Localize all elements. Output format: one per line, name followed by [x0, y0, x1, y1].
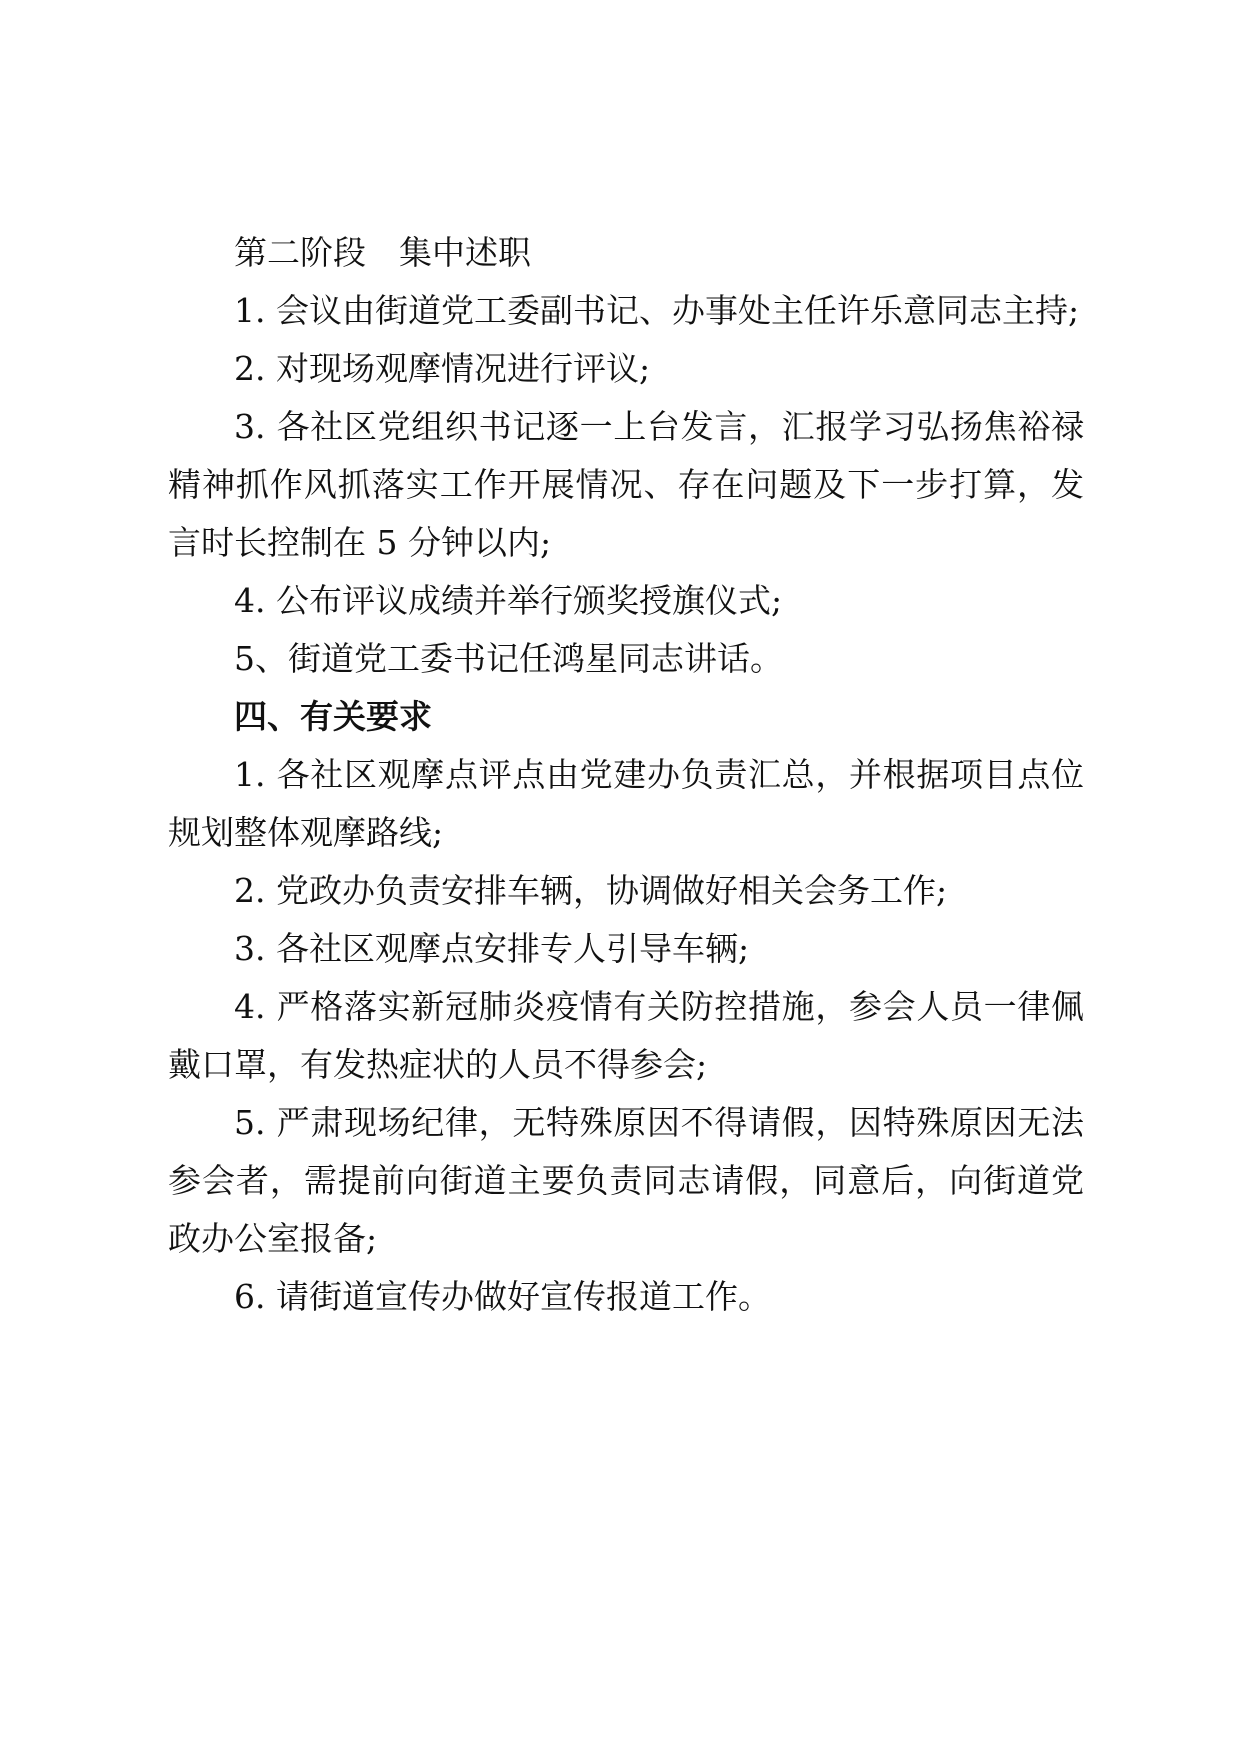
stage-item-4: 4. 公布评议成绩并举行颁奖授旗仪式; — [234, 581, 783, 620]
stage-item-5: 5、街道党工委书记任鸿星同志讲话。 — [234, 639, 783, 678]
stage-item-2: 2. 对现场观摩情况进行评议; — [234, 349, 651, 388]
stage-item-1: 1. 会议由街道党工委副书记、办事处主任许乐意同志主持; — [234, 291, 1080, 330]
requirement-1: 1. 各社区观摩点评点由党建办负责汇总，并根据项目点位规划整体观摩路线; — [168, 755, 1084, 852]
section-heading: 四、有关要求 — [234, 697, 432, 736]
requirement-4: 4. 严格落实新冠肺炎疫情有关防控措施，参会人员一律佩戴口罩，有发热症状的人员不得参会; — [168, 987, 1084, 1084]
requirement-5: 5. 严肃现场纪律，无特殊原因不得请假，因特殊原因无法参会者，需提前向街道主要负责同志请假，同意后，向街道党政办公室报备; — [168, 1103, 1084, 1258]
stage-item-3: 3. 各社区党组织书记逐一上台发言，汇报学习弘扬焦裕禄精神抓作风抓落实工作开展情况、存在问题及下一步打算，发言时长控制在 5 分钟以内; — [168, 407, 1084, 562]
document-body — [168, 224, 1084, 1326]
requirement-3: 3. 各社区观摩点安排专人引导车辆; — [234, 929, 750, 968]
stage-title: 第二阶段 集中述职 — [234, 233, 531, 272]
requirement-2: 2. 党政办负责安排车辆，协调做好相关会务工作; — [234, 871, 948, 910]
requirement-6: 6. 请街道宣传办做好宣传报道工作。 — [234, 1277, 771, 1316]
